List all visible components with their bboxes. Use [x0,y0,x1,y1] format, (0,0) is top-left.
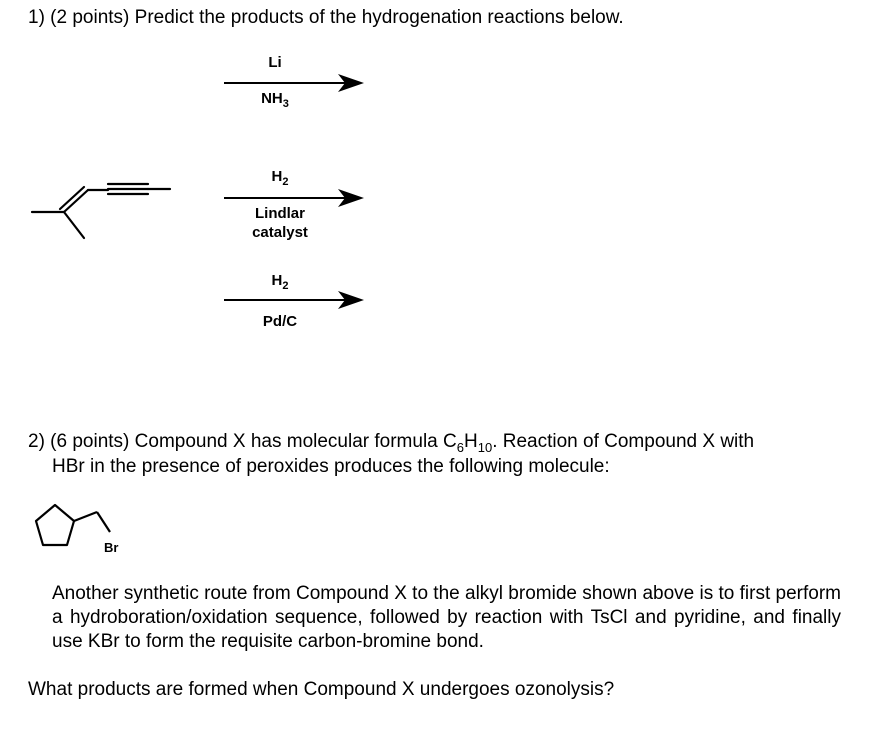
reagent-li: Li [268,54,282,71]
ozonolysis-question: What products are formed when Compound X undergoes ozonolysis? [28,679,615,700]
question-2-line-2: HBr in the presence of peroxides produces the following molecule: [52,456,610,477]
question-2-line-1: 2) (6 points) Compound X has molecular formula $C_6H_{10}$. Reaction of Compound X with [28,431,755,455]
reagent-pdc: Pd/C [262,313,298,330]
bromine-label: Br [104,540,119,555]
reagent-nh3: $NH_3$ [261,90,289,110]
reagent-lindlar-catalyst: Lindlar catalyst [252,205,308,241]
question-2-paragraph: Another synthetic route from Compound X to the alkyl bromide shown above is to first perform a hydroboration/oxidation sequence, followed by reaction with TsCl and pyridine, and finally use KBr to form the requisite carbon-bromine bond. [52,583,841,652]
reagent-h2-lindlar: $H_2$ [271,168,289,188]
question-1-text: 1) (2 points) Predict the products of the hydrogenation reactions below. [28,7,624,28]
reagent-h2-pdc: $H_2$ [271,272,289,292]
